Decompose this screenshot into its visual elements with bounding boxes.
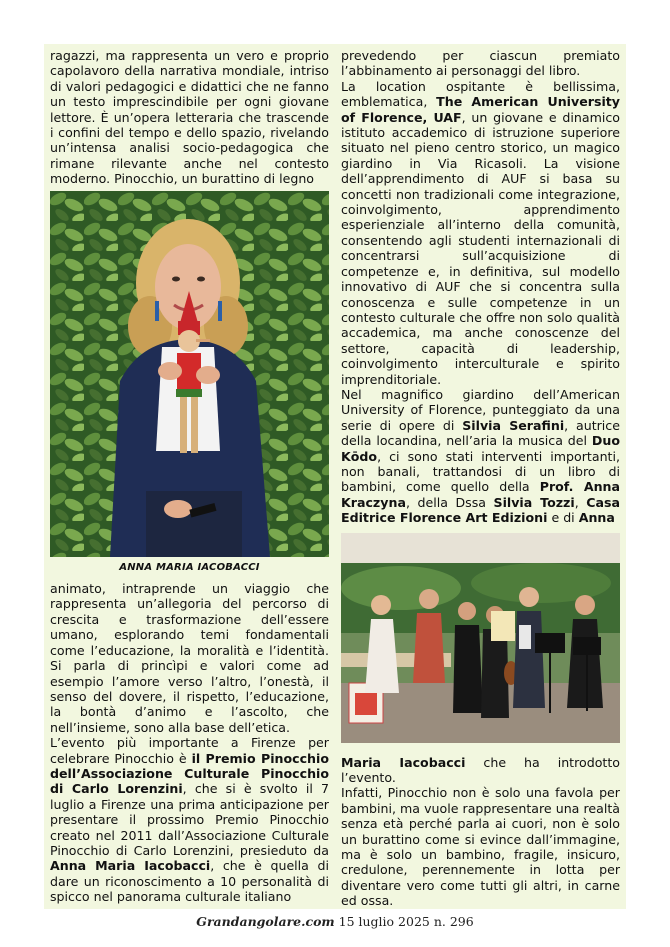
portrait-photo: [50, 191, 329, 557]
left-column: [50, 48, 329, 905]
right-paragraph-1: prevedendo per ciascun premiato l’abbinamento ai personaggi del libro.: [341, 48, 620, 79]
footer: [0, 914, 670, 929]
footer-issue: 15 luglio 2025 n. 296: [334, 914, 474, 929]
right-column: [341, 48, 620, 909]
right-paragraph-2: La location ospitante è bellissima, emblematica, The American University of Florence, UAF, un giovane e dinamico istituto accademico di istruzione superiore situato nel pieno centro storico, un magico giardino in Via Ricasoli. La visione dell’apprendimento di AUF si basa su concetti non tradizionali come integrazione, coinvolgimento, apprendimento esperienziale all’interno della comunità, consentendo agli studenti internazionali di concentrarsi sull’acquisizione di competenze e, in definitiva, sul modello innovativo di AUF che si concentra sulla conoscenza e sulle competenze in un contesto culturale che offre non solo qualità accademica, ma anche conoscenze del settore, capacità di leadership, coinvolgimento interculturale e spirito imprenditoriale.: [341, 78, 621, 387]
left-paragraph-1: ragazzi, ma rappresenta un vero e proprio capolavoro della narrativa mondiale, intriso di valori pedagogici e didattici che ne fanno un testo imprescindibile per ogni giovane lettore. È un’opera letteraria che trascende i confini del tempo e dello spazio, rivelando un’intensa analisi socio-pedagogica che rimane rilevante anche nel contesto moderno. Pinocchio, un burattino di legno: [50, 48, 329, 187]
right-paragraph-3: Nel magnifico giardino dell’American University of Florence, punteggiato da una serie di opere di Silvia Serafini, autrice della locandina, nell’aria la musica del Duo Kōdo, ci sono stati interventi importanti, non banali, trattandosi di un libro di bambini, come quello della Prof. Anna Kraczyna, della Dssa Silvia Tozzi, Casa Editrice Florence Art Edizioni e di Anna: [341, 386, 620, 526]
left-paragraph-2: animato, intraprende un viaggio che rappresenta un’allegoria del percorso di crescita e trasformazione dell’essere umano, esplorando temi fondamentali come l’educazione, la moralità e l’identità. Si parla di princìpi e valori come ad esempio l’amore verso l’altro, l’onestà, il senso del dovere, il rispetto, l’educazione, la bontà d’animo e l’ascolto, che nell’insieme, sono alla base dell’etica.: [50, 581, 329, 735]
footer-site: Grandangolare.com: [196, 914, 335, 929]
left-paragraph-3: L’evento più importante a Firenze per celebrare Pinocchio è il Premio Pinocchio dell’Associazione Culturale Pinocchio di Carlo Lorenzini, che si è svolto il 7 luglio a Firenze una prima anticipazione per presentare il prossimo Premio Pinocchio creato nel 2011 dall’Associazione Culturale Pinocchio di Carlo Lorenzini, presieduto da Anna Maria Iacobacci, che è quella di dare un riconoscimento a 10 personalità di spicco nel panorama culturale italiano: [50, 735, 329, 905]
right-paragraph-4: Maria Iacobacci che ha introdotto l’evento.: [341, 754, 620, 785]
event-illustration: [341, 533, 620, 743]
event-photo: [341, 533, 620, 743]
photo-caption: ANNA MARIA IACOBACCI: [119, 561, 260, 573]
right-paragraph-5: Infatti, Pinocchio non è solo una favola per bambini, ma vuole rappresentare una realtà senza età perché parla ai cuori, non è solo un burattino come si evince dall’immagine, ma è solo un bambino, fragile, insicuro, credulone, perennemente in lotta per diventare vero come tutti gli altri, in carne ed ossa.: [341, 785, 620, 909]
portrait-illustration: [50, 191, 329, 557]
